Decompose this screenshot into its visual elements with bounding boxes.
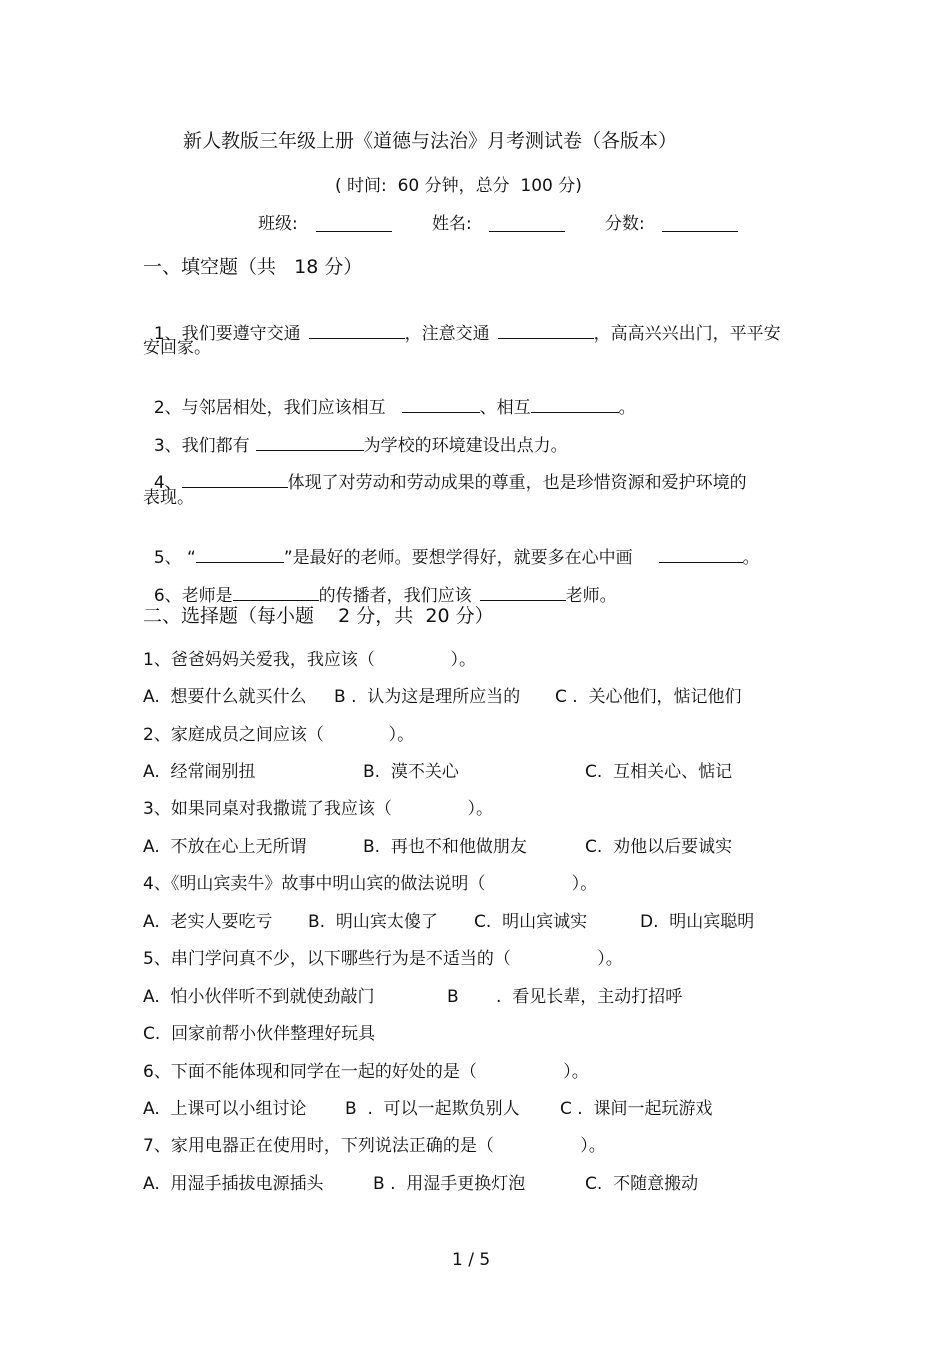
fill-q6-text-a: 6、老师是 xyxy=(153,586,233,606)
score-blank[interactable] xyxy=(662,215,738,232)
choice-q6: 6、下面不能体现和同学在一起的好处的是（ ）。 xyxy=(143,1062,589,1082)
fill-q2-text-a: 2、与邻居相处，我们应该相互 xyxy=(153,398,386,418)
choice-q3-option-c[interactable]: C. 劝他以后要诚实 xyxy=(585,837,733,857)
name-label: 姓名: xyxy=(432,214,472,234)
choice-q5: 5、串门学问真不少，以下哪些行为是不适当的（ ）。 xyxy=(143,949,623,969)
fill-q1-blank-1[interactable] xyxy=(309,322,405,339)
choice-q1: 1、爸爸妈妈关爱我，我应该（ ）。 xyxy=(143,650,476,670)
fill-q4-text-a: 4、 xyxy=(153,473,182,493)
choice-q1-option-c[interactable]: C . 关心他们，惦记他们 xyxy=(555,687,742,707)
choice-q6-option-b[interactable]: B . 可以一起欺负别人 xyxy=(345,1099,520,1119)
choice-q7-option-a[interactable]: A. 用湿手插拔电源插头 xyxy=(143,1174,324,1194)
section1-heading: 一、填空题（共 18 分） xyxy=(143,256,363,278)
fill-q6-blank-1[interactable] xyxy=(233,584,319,601)
choice-q4-option-b[interactable]: B. 明山宾太傻了 xyxy=(308,912,438,932)
exam-title: 新人教版三年级上册《道德与法治》月考测试卷（各版本） xyxy=(183,130,678,152)
fill-q4-line1 xyxy=(143,449,747,494)
fill-q1-line2: 安回家。 xyxy=(143,338,211,358)
choice-q5-option-b-letter[interactable]: B xyxy=(447,987,459,1007)
fill-q2-text-b: 、相互 xyxy=(479,398,531,418)
choice-q7-option-b[interactable]: B . 用湿手更换灯泡 xyxy=(373,1174,526,1194)
fill-q4-blank[interactable] xyxy=(182,471,288,488)
choice-q4: 4、《明山宾卖牛》故事中明山宾的做法说明（ ）。 xyxy=(143,874,598,894)
score-label: 分数: xyxy=(605,214,645,234)
choice-q4-option-a[interactable]: A. 老实人要吃亏 xyxy=(143,912,273,932)
choice-q3: 3、如果同桌对我撒谎了我应该（ ）。 xyxy=(143,799,493,819)
choice-q5-option-c[interactable]: C. 回家前帮小伙伴整理好玩具 xyxy=(143,1024,376,1044)
choice-q3-option-a[interactable]: A. 不放在心上无所谓 xyxy=(143,837,307,857)
section2-heading: 二、选择题（每小题 2 分，共 20 分） xyxy=(143,605,494,627)
fill-q5-blank-1[interactable] xyxy=(196,546,284,563)
class-label: 班级: xyxy=(258,214,298,234)
choice-q1-option-a[interactable]: A. 想要什么就买什么 xyxy=(143,687,307,707)
class-blank[interactable] xyxy=(316,215,392,232)
choice-q2-option-c[interactable]: C. 互相关心、惦记 xyxy=(585,762,733,782)
fill-q1-text-c: ，高高兴兴出门，平平安 xyxy=(593,324,781,344)
fill-q2-blank-2[interactable] xyxy=(531,396,619,413)
fill-q6-text-b: 的传播者，我们应该 xyxy=(318,586,472,606)
fill-q1-text-b: ，注意交通 xyxy=(404,324,490,344)
fill-q4-line2: 表现。 xyxy=(143,488,194,508)
fill-q5-text-a: 5、 “ xyxy=(153,548,196,568)
choice-q6-option-a[interactable]: A. 上课可以小组讨论 xyxy=(143,1099,307,1119)
choice-q5-option-b[interactable]: . 看见长辈，主动打招呼 xyxy=(496,987,683,1007)
choice-q4-option-d[interactable]: D. 明山宾聪明 xyxy=(640,912,755,932)
choice-q4-option-c[interactable]: C. 明山宾诚实 xyxy=(474,912,588,932)
choice-q5-option-a[interactable]: A. 怕小伙伴听不到就使劲敲门 xyxy=(143,987,375,1007)
fill-q6 xyxy=(143,562,617,607)
fill-q2-text-c: 。 xyxy=(618,398,636,418)
fill-q2-blank-1[interactable] xyxy=(402,396,480,413)
fill-q1-text-a: 1、我们要遵守交通 xyxy=(153,324,301,344)
choice-q7-option-c[interactable]: C. 不随意搬动 xyxy=(585,1174,699,1194)
choice-q2-option-b[interactable]: B. 漠不关心 xyxy=(363,762,459,782)
choice-q3-option-b[interactable]: B. 再也不和他做朋友 xyxy=(363,837,527,857)
fill-q4-text-b: 体现了对劳动和劳动成果的尊重，也是珍惜资源和爱护环境的 xyxy=(287,473,747,493)
page-number: 1 / 5 xyxy=(452,1250,491,1270)
fill-q5-text-b: ”是最好的老师。要想学得好，就要多在心中画 xyxy=(283,548,633,568)
fill-q6-blank-2[interactable] xyxy=(480,584,566,601)
choice-q2: 2、家庭成员之间应该（ ）。 xyxy=(143,725,415,745)
fill-q5-text-c: 。 xyxy=(742,548,760,568)
fill-q1-blank-2[interactable] xyxy=(498,322,594,339)
fill-q3-text-a: 3、我们都有 xyxy=(153,436,250,456)
fill-q6-text-c: 老师。 xyxy=(565,586,617,606)
choice-q1-option-b[interactable]: B . 认为这是理所应当的 xyxy=(334,687,521,707)
choice-q6-option-c[interactable]: C . 课间一起玩游戏 xyxy=(560,1099,713,1119)
fill-q5-blank-2[interactable] xyxy=(659,546,743,563)
name-blank[interactable] xyxy=(489,215,565,232)
fill-q3-text-b: 为学校的环境建设出点力。 xyxy=(363,436,568,456)
choice-q2-option-a[interactable]: A. 经常闹别扭 xyxy=(143,762,256,782)
choice-q7: 7、家用电器正在使用时，下列说法正确的是（ ）。 xyxy=(143,1136,606,1156)
fill-q1-line1 xyxy=(143,300,781,345)
exam-subtitle: ( 时间: 60 分钟，总分 100 分) xyxy=(335,176,582,196)
